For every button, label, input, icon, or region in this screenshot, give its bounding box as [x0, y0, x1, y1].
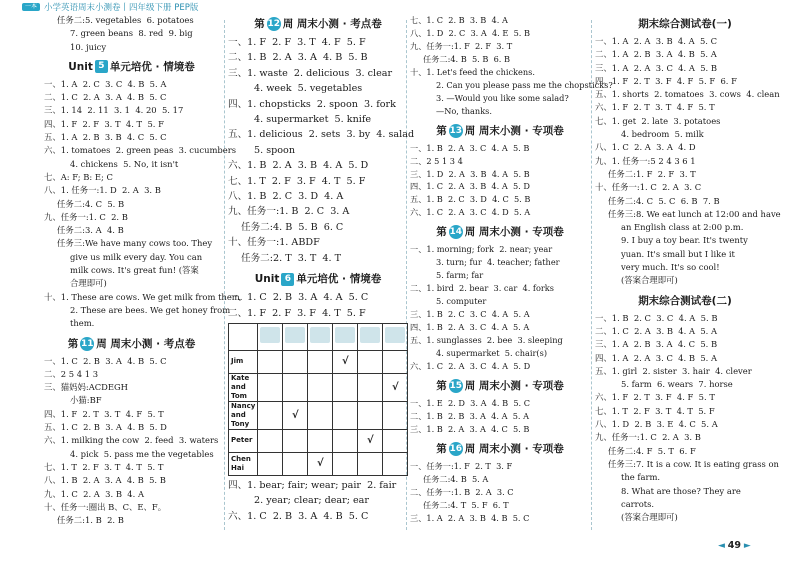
table-row — [229, 373, 408, 401]
answer-line: 任务二:1. B 2. B — [57, 515, 124, 526]
answer-line: 四、1. F 2. T 3. T 4. F 5. T — [44, 408, 164, 419]
section-header-unit6: Unit 6 单元培优 · 情境卷 — [254, 273, 382, 286]
table-cell: √ — [308, 452, 333, 475]
answer-line: yuan. It's small but I like it — [621, 248, 735, 259]
answer-line: 5. computer — [436, 296, 487, 307]
section-header-week15: 第 15 周 周末小测 · 专项卷 — [436, 379, 564, 392]
answer-line: 五、1. shorts 2. tomatoes 3. cows 4. clean — [595, 89, 780, 100]
answer-block — [410, 142, 590, 220]
answer-line: 六、1. C 2. A 3. C 4. A 5. D — [410, 360, 531, 371]
table-cell — [283, 429, 308, 452]
answer-column-4 — [595, 14, 781, 524]
answer-line: 3. turn; fur 4. teacher; father — [436, 257, 560, 268]
answer-block — [410, 14, 613, 118]
answer-line: 任务二:4. B 5. B 6. C — [241, 221, 344, 233]
week-number-badge: 15 — [449, 380, 463, 391]
table-cell: √ — [333, 350, 358, 373]
answer-line: 8. What are those? They are — [621, 485, 741, 496]
answer-line: 一、1. B 2. A 3. C 4. A 5. B — [410, 142, 530, 153]
table-cell — [358, 373, 383, 401]
answer-line: 一、1. B 2. C 3. C 4. A 5. B — [595, 312, 718, 323]
table-row-name: Jim — [229, 350, 258, 373]
answer-block — [595, 312, 779, 525]
table-cell — [283, 350, 308, 373]
table-cell — [358, 401, 383, 429]
page-number-label: 49 — [727, 540, 742, 551]
table-cell — [308, 429, 333, 452]
answer-line: 任务二:3. A 4. B — [57, 225, 124, 236]
answer-line: 任务二:4. F 5. T 6. F — [608, 445, 696, 456]
answer-block — [410, 460, 590, 525]
answer-line: 二、1. bird 2. bear 3. car 4. forks — [410, 283, 554, 294]
answer-line: 一、1. F 2. F 3. T 4. F 5. F — [228, 37, 366, 48]
answer-line: 八、1. D 2. C 3. A 4. E 5. B — [410, 27, 531, 38]
table-cell — [308, 401, 333, 429]
table-cell — [258, 429, 283, 452]
answer-line: 5. farm; far — [436, 270, 484, 281]
answer-line: 七、1. T 2. F 3. T 4. T 5. F — [595, 405, 715, 416]
answer-line: 9. I buy a toy bear. It's twenty — [621, 235, 748, 246]
answer-line: 十、任务一:1. C 2. A 3. C — [595, 182, 702, 193]
answer-line: 八、1. B 2. C 3. D 4. A — [228, 191, 344, 203]
answer-line: 五、1. sunglasses 2. bee 3. sleeping — [410, 335, 563, 346]
answer-line: 六、1. milking the cow 2. feed 3. waters — [44, 435, 219, 446]
section-header-week16: 第 16 周 周末小测 · 专项卷 — [436, 442, 564, 455]
answer-line: milk cows. It's great fun! (答案 — [70, 265, 199, 276]
picture-cell — [383, 323, 408, 350]
answer-line: 任务二:4. T 5. F 6. T — [423, 499, 509, 510]
answer-line: 二、1. B 2. B 3. A 4. A 5. A — [410, 410, 530, 421]
answer-line: 七、1. get 2. late 3. potatoes — [595, 115, 721, 126]
answer-line: 4. pick 5. pass me the vegetables — [70, 448, 214, 459]
answer-line: 六、1. tomatoes 2. green peas 3. cucumbers — [44, 145, 237, 156]
answer-line: 五、1. girl 2. sister 3. hair 4. clever — [595, 365, 752, 376]
answer-line: 任务二:2. T 3. T 4. T — [241, 252, 342, 264]
activity-picture — [285, 327, 305, 343]
table-cell — [283, 452, 308, 475]
table-corner — [229, 323, 258, 350]
answer-line: 4. supermarket 5. chair(s) — [436, 347, 548, 358]
answer-line: 2. year; clear; dear; ear — [254, 495, 369, 507]
answer-column-2 — [228, 14, 415, 524]
activity-picture — [335, 327, 355, 343]
table-row — [229, 452, 408, 475]
table-cell — [383, 401, 408, 429]
table-cell — [258, 401, 283, 429]
answer-line: 一、1. A 2. C 3. C 4. B 5. A — [44, 78, 167, 89]
answer-line: 任务二:4. B 5. A — [423, 473, 489, 484]
activity-picture — [310, 327, 330, 343]
table-cell: √ — [358, 429, 383, 452]
answer-line: 任务二:5. vegetables 6. potatoes — [57, 15, 194, 25]
answer-line: 十、1. These are cows. We get milk from them. — [44, 291, 243, 302]
answer-line: 4. chickens 5. No, it isn't — [70, 158, 179, 169]
answer-line: 九、任务一:1. B 2. C 3. A — [228, 206, 350, 218]
answer-line: 四、1. A 2. A 3. C 4. B 5. A — [595, 352, 718, 363]
activity-picture — [360, 327, 380, 343]
week-number-badge: 13 — [449, 125, 463, 136]
answer-line: —No, thanks. — [436, 105, 492, 116]
answer-line: 九、1. C 2. A 3. B 4. A — [44, 488, 144, 499]
answer-line: 六、1. C 2. A 3. C 4. D 5. A — [410, 207, 531, 218]
table-row-name: Peter — [229, 429, 258, 452]
answer-block — [410, 243, 590, 373]
column-divider — [224, 20, 225, 530]
answer-line: 六、1. F 2. T 3. T 4. F 5. T — [595, 102, 715, 113]
answer-line: an English class at 2:00 p.m. — [621, 222, 744, 233]
table-cell — [258, 452, 283, 475]
answer-line: 八、1. D 2. B 3. E 4. C 5. A — [595, 419, 718, 430]
week-number-badge: 11 — [81, 338, 94, 349]
section-header-week11: 第 11 周 周末小测 · 考点卷 — [67, 337, 196, 350]
answer-line: 四、1. B 2. A 3. C 4. A 5. A — [410, 322, 530, 333]
answer-block — [595, 35, 781, 288]
table-row-name: Kate and Tom — [229, 373, 258, 401]
answer-line: 十、任务一:圈出 B、C、E、F。 — [44, 501, 167, 512]
next-page-icon[interactable]: ► — [743, 541, 751, 551]
table-cell — [383, 350, 408, 373]
table-cell — [333, 401, 358, 429]
answer-line: 三、1. A 2. A 3. C 4. A 5. B — [595, 62, 718, 73]
answer-line: 六、1. C 2. B 3. A 4. B 5. C — [228, 510, 369, 522]
answer-line: 九、1. 任务一:5 2 4 3 6 1 — [595, 155, 696, 166]
table-body — [229, 350, 408, 475]
answer-line: 一、任务一:1. F 2. T 3. F — [410, 460, 513, 471]
answer-line: 三、1. waste 2. delicious 3. clear — [228, 67, 393, 79]
answer-line: 二、任务一:1. B 2. A 3. C — [410, 486, 514, 497]
table-cell: √ — [383, 373, 408, 401]
answer-line: 一、1. C 2. B 3. A 4. A 5. C — [228, 292, 369, 304]
answer-line: 七、1. C 2. B 3. B 4. A — [410, 15, 508, 25]
answer-line: 2. Can you please pass me the chopsticks? — [436, 79, 613, 90]
answer-line: 九、任务一:1. F 2. F 3. T — [410, 40, 513, 51]
exam1-title: 期末综合测试卷(一) — [638, 18, 732, 30]
answer-line: 任务二:4. B 5. B 6. B — [423, 53, 511, 64]
table-cell — [283, 373, 308, 401]
answer-line: 九、任务一:1. C 2. A 3. B — [595, 432, 701, 443]
table-cell — [258, 350, 283, 373]
unit-number-badge: 6 — [281, 273, 294, 286]
answer-line: 三、1. 14 2. 11 3. 1 4. 20 5. 17 — [44, 105, 184, 116]
answer-line: 四、1. C 2. A 3. B 4. A 5. D — [410, 181, 530, 192]
table-cell — [333, 373, 358, 401]
answer-line: 二、1. A 2. B 3. A 4. B 5. A — [595, 49, 717, 60]
answer-line: 二、1. F 2. F 3. F 4. T 5. F — [228, 307, 366, 319]
answer-line: 5. spoon — [254, 144, 295, 156]
table-row-name: Chen Hai — [229, 452, 258, 475]
table-cell — [358, 350, 383, 373]
answer-line: 二、1. B 2. A 3. A 4. B 5. B — [228, 52, 368, 64]
table-cell — [308, 373, 333, 401]
answer-line: 三、1. D 2. A 3. B 4. A 5. B — [410, 168, 530, 179]
activity-picture — [385, 327, 405, 343]
answer-line: 七、1. T 2. F 3. F 4. T 5. F — [228, 175, 366, 187]
answer-line: (答案合理即可) — [621, 275, 678, 286]
answer-line: 四、1. bear; fair; wear; pair 2. fair — [228, 479, 397, 491]
answer-line: 三、1. B 2. C 3. C 4. A 5. A — [410, 309, 530, 320]
answer-line: 四、1. F 2. F 3. T 4. T 5. F — [44, 118, 164, 129]
answer-line: 六、1. F 2. T 3. F 4. F 5. T — [595, 392, 715, 403]
answer-block — [44, 78, 243, 331]
answer-line: 4. supermarket 5. knife — [254, 114, 372, 126]
answer-column-3 — [410, 14, 613, 525]
picture-cell — [358, 323, 383, 350]
page-header — [0, 0, 800, 14]
answer-line: 任务二:4. C 5. C 6. B 7. B — [608, 195, 720, 206]
answer-line: 4. week 5. vegetables — [254, 83, 363, 95]
answer-line: 4. bedroom 5. milk — [621, 129, 704, 140]
answer-block — [410, 397, 590, 436]
prev-page-icon[interactable]: ◄ — [718, 541, 725, 551]
activity-picture — [260, 327, 280, 343]
section-header-unit5: Unit 5 单元培优 · 情境卷 — [68, 60, 195, 73]
answer-line: 任务三:We have many cows too. They — [57, 238, 213, 249]
table-cell — [358, 452, 383, 475]
answer-line: 十、1. Let's feed the chickens. — [410, 66, 535, 77]
answer-line: 7. green beans 8. red 9. big — [70, 28, 193, 39]
answer-line: 任务三:8. We eat lunch at 12:00 and have — [608, 208, 781, 219]
answer-line: 5. farm 6. wears 7. horse — [621, 379, 733, 390]
table-cell: √ — [283, 401, 308, 429]
answer-line: 四、1. chopsticks 2. spoon 3. fork — [228, 98, 396, 110]
answer-line: 10. juicy — [70, 41, 107, 52]
answer-line: 三、1. B 2. A 3. A 4. C 5. B — [410, 423, 530, 434]
answer-line: very much. It's so cool! — [621, 262, 720, 273]
week-number-badge: 12 — [267, 19, 281, 29]
exam2-title: 期末综合测试卷(二) — [638, 294, 732, 307]
picture-cell — [283, 323, 308, 350]
answer-line: 七、A: F; B: E; C — [44, 171, 113, 182]
answer-line: 二、1. C 2. A 3. A 4. B 5. C — [44, 92, 167, 103]
answer-line: 五、1. C 2. B 3. A 4. B 5. D — [44, 422, 167, 433]
answer-line: carrots. — [621, 498, 655, 509]
answer-line: 八、1. C 2. A 3. A 4. D — [595, 142, 696, 153]
book-title: 小学英语周末小测卷丨四年级下册 PEP版 — [44, 3, 199, 13]
answer-line: 九、任务一:1. C 2. B — [44, 211, 128, 222]
answer-line: 三、1. A 2. A 3. B 4. B 5. C — [410, 512, 530, 523]
answer-block — [228, 478, 408, 524]
answer-line: 八、1. 任务一:1. D 2. A 3. B — [44, 185, 161, 196]
answer-line: 合理即可) — [70, 278, 107, 289]
answer-line: 一、1. C 2. B 3. A 4. B 5. C — [44, 355, 167, 366]
week-number-badge: 14 — [449, 227, 463, 238]
section-header-week12: 第 12 周 周末小测 · 考点卷 — [254, 18, 382, 30]
answer-line: 五、1. B 2. C 3. D 4. C 5. B — [410, 194, 531, 205]
table-cell — [333, 429, 358, 452]
page-number — [718, 540, 751, 551]
table-row — [229, 429, 408, 452]
table-cell — [383, 452, 408, 475]
answer-line: 四、1. F 2. T 3. F 4. F 5. F 6. F — [595, 75, 737, 86]
answer-line: 任务二:4. C 5. B — [57, 198, 125, 209]
table-row — [229, 401, 408, 429]
answer-line: 一、1. morning; fork 2. near; year — [410, 244, 553, 255]
section-header-week13: 第 13 周 周末小测 · 专项卷 — [436, 124, 564, 137]
table-row-name: Nancy and Tony — [229, 401, 258, 429]
answer-line: 小猫:BF — [70, 395, 102, 406]
answer-block — [228, 35, 415, 266]
answer-table — [228, 323, 408, 476]
answer-line: 二、2 5 1 3 4 — [410, 155, 463, 166]
answer-line: 一、1. A 2. A 3. B 4. A 5. C — [595, 36, 718, 46]
section-header-week14: 第 14 周 周末小测 · 专项卷 — [436, 226, 564, 239]
answer-line: 十、任务一:1. ABDF — [228, 237, 320, 249]
answer-line: give us milk every day. You can — [70, 251, 203, 262]
table-cell — [308, 350, 333, 373]
answer-line: 五、1. A 2. B 3. B 4. C 5. C — [44, 132, 167, 143]
answer-block — [44, 355, 219, 528]
answer-line: 三、1. A 2. B 3. A 4. C 5. B — [595, 339, 718, 350]
table-row — [229, 350, 408, 373]
answer-line: 六、1. B 2. A 3. B 4. A 5. D — [228, 160, 369, 172]
answer-line: 八、1. B 2. A 3. A 4. B 5. B — [44, 475, 166, 486]
answer-line: the farm. — [621, 472, 661, 483]
book-badge: 一本 — [22, 3, 40, 11]
picture-cell — [333, 323, 358, 350]
table-cell — [333, 452, 358, 475]
answer-line: 五、1. delicious 2. sets 3. by 4. salad — [228, 129, 415, 141]
answer-line: 一、1. E 2. D 3. A 4. B 5. C — [410, 397, 531, 408]
answer-line: 三、猫妈妈:ACDEGH — [44, 382, 128, 393]
picture-cell — [308, 323, 333, 350]
answer-line: them. — [70, 318, 95, 329]
answer-line: 七、1. T 2. F 3. T 4. T 5. T — [44, 461, 164, 472]
unit-number-badge: 5 — [95, 60, 108, 73]
answer-line: 二、1. C 2. A 3. B 4. A 5. A — [595, 325, 718, 336]
answer-line: 二、2 5 4 1 3 — [44, 368, 99, 379]
answer-line: 2. These are bees. We get honey from — [70, 304, 231, 315]
column-divider — [591, 20, 592, 530]
answer-block — [228, 290, 408, 321]
answer-line: 任务三:7. It is a cow. It is eating grass on — [608, 458, 779, 469]
table-cell — [383, 429, 408, 452]
table-cell — [258, 373, 283, 401]
week-number-badge: 16 — [449, 443, 463, 454]
picture-row — [229, 323, 408, 350]
answer-line: 3. —Would you like some salad? — [436, 92, 569, 103]
answer-line: 任务二:1. F 2. F 3. T — [608, 168, 696, 179]
picture-cell — [258, 323, 283, 350]
answer-line: (答案合理即可) — [621, 512, 678, 523]
